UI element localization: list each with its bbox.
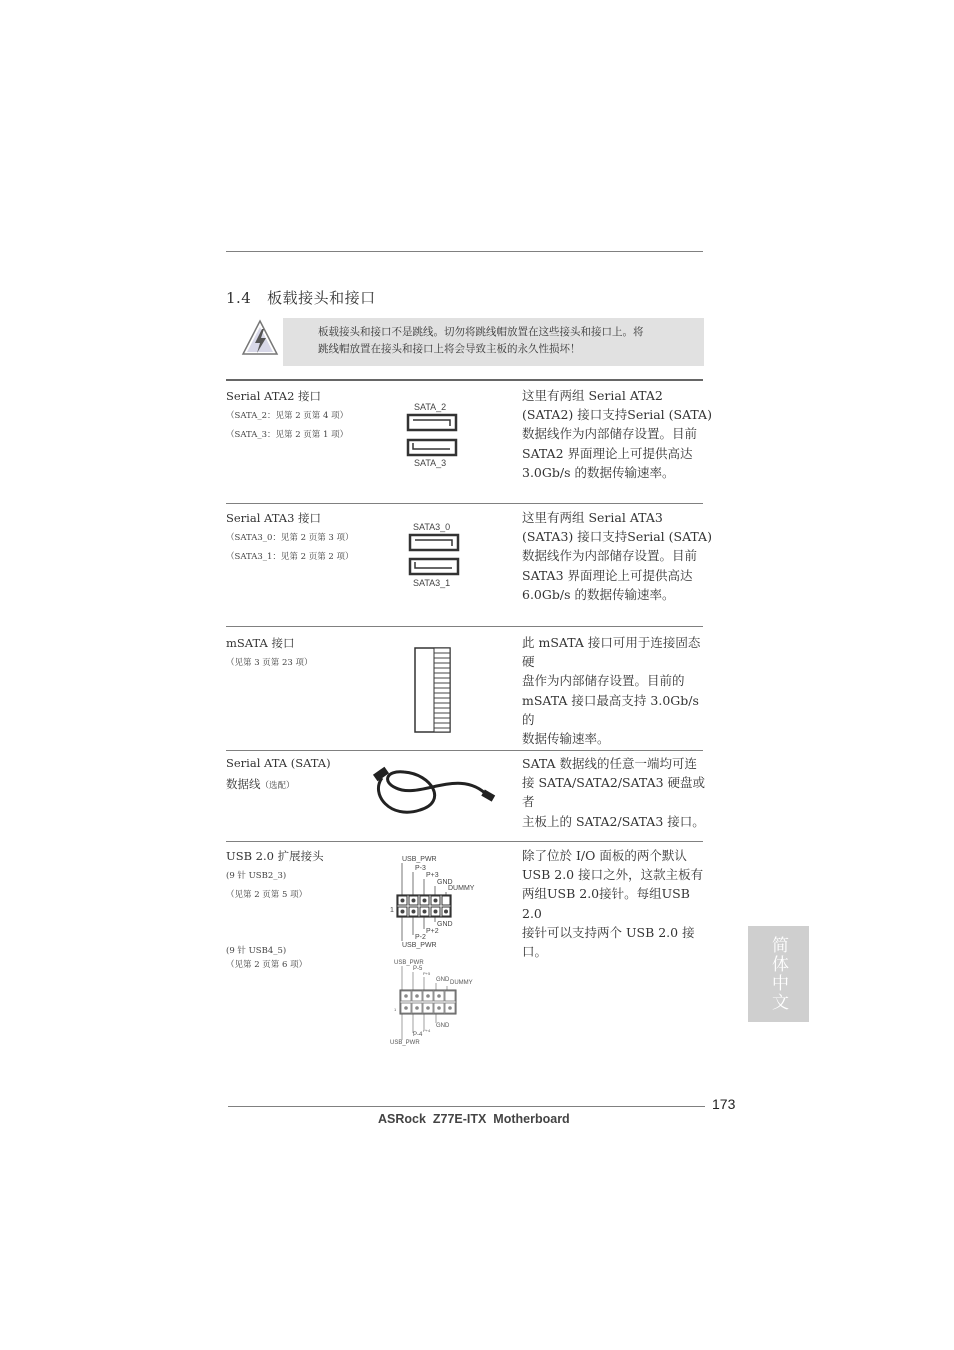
language-side-tab-label: 简体中文: [768, 936, 788, 1012]
sata3-1-port: [410, 559, 458, 574]
pin-label: DUMMY: [448, 885, 475, 892]
sata2-connector-diagram: [404, 398, 464, 470]
header-rule: [226, 379, 703, 381]
pin-label: P+4: [423, 1028, 431, 1033]
row-sata3-sub-1: （SATA3_0：见第 2 页第 3 项）: [226, 533, 354, 543]
desc-line: 主板上的 SATA2/SATA3 接口。: [522, 813, 705, 829]
row-divider: [226, 626, 703, 627]
desc-line: SATA3 界面理论上可提供高达: [522, 567, 693, 583]
desc-line: 这里有两组 Serial ATA3: [522, 510, 663, 525]
pin-label: USB_PWR: [402, 856, 437, 863]
warning-line-2: 跳线帽放置在接头和接口上将会导致主板的永久性损坏！: [318, 343, 581, 355]
pin-label: P-2: [415, 934, 426, 941]
desc-line: (SATA2) 接口支持Serial (SATA): [522, 407, 712, 423]
row-divider: [226, 750, 703, 751]
sata3-port-bottom: [408, 440, 456, 455]
warning-text: [318, 324, 698, 358]
pin-label: P+2: [426, 928, 439, 935]
page-number: 173: [712, 1096, 736, 1112]
row-sata2-label: Serial ATA2 接口: [226, 389, 322, 403]
footer-rule: [228, 1106, 705, 1107]
sata2-port-top: [408, 415, 456, 430]
desc-line: (SATA3) 接口支持Serial (SATA): [522, 529, 712, 545]
row-msata-label: mSATA 接口: [226, 636, 295, 650]
section-number: 1.4: [226, 289, 252, 307]
pin-label: USB_PWR: [390, 1040, 420, 1046]
desc-line: mSATA 接口最高支持 3.0Gb/s 的: [522, 692, 699, 727]
desc-line: SATA2 界面理论上可提供高达: [522, 445, 693, 461]
row-usb-description: [522, 846, 712, 961]
row-sata3-sub-2: （SATA3_1：见第 2 页第 2 项）: [226, 552, 354, 562]
desc-line: 接 SATA/SATA2/SATA3 硬盘或者: [522, 775, 706, 810]
sata2-label-top: SATA_2: [414, 402, 447, 412]
row-sata3-label: Serial ATA3 接口: [226, 511, 322, 525]
row-divider: [226, 841, 703, 842]
pin-label: USB_PWR: [394, 960, 424, 966]
row-usb-label: USB 2.0 扩展接头: [226, 849, 324, 863]
row-cable-label-2: [226, 776, 295, 792]
pin-label: P-5: [413, 966, 423, 972]
top-rule: [226, 251, 703, 252]
desc-line: 此 mSATA 接口可用于连接固态硬: [522, 635, 701, 670]
desc-line: 数据传输速率。: [522, 731, 610, 747]
pin-label: P-4: [413, 1032, 423, 1038]
pin-label: 1: [390, 907, 394, 914]
warning-line-1: 板载接头和接口不是跳线。切勿将跳线帽放置在这些接头和接口上。将: [318, 326, 644, 338]
desc-line: 除了位於 I/O 面板的两个默认: [522, 848, 687, 863]
row-usb-sub-1: (9 针 USB2_3): [226, 871, 287, 881]
pin-label: GND: [437, 921, 453, 928]
row-sata2-description: [522, 386, 712, 482]
pin-label: P+5: [423, 971, 431, 976]
row-sata3-description: [522, 508, 712, 604]
desc-line: 口。: [522, 944, 548, 960]
pin-label: GND: [437, 879, 453, 886]
desc-line: 这里有两组 Serial ATA2: [522, 388, 663, 403]
row-usb-sub-3: (9 针 USB4_5): [226, 946, 287, 956]
pin-label: DUMMY: [450, 980, 473, 986]
desc-line: 接针可以支持两个 USB 2.0 接: [522, 924, 695, 940]
row-divider: [226, 503, 703, 504]
section-title-text: 板载接头和接口: [267, 289, 376, 307]
sata3-0-port: [410, 535, 458, 550]
sata3-1-label: SATA3_1: [413, 578, 451, 588]
pin-label: GND: [436, 1023, 450, 1029]
desc-line: 数据线作为内部储存设置。目前: [522, 426, 698, 442]
desc-line: 6.0Gb/s 的数据传输速率。: [522, 586, 675, 602]
sata2-label-bottom: SATA_3: [414, 458, 447, 468]
sata-cable-illustration: [368, 758, 498, 818]
pin-label: P+3: [426, 872, 439, 879]
msata-connector-diagram: [412, 645, 454, 735]
cable-label-optional: （选配）: [260, 781, 295, 791]
row-cable-label: Serial ATA (SATA): [226, 756, 331, 770]
row-msata-sub: （见第 3 页第 23 项）: [226, 658, 313, 668]
desc-line: USB 2.0 接口之外，这款主板有: [522, 867, 704, 883]
pin-label: 1: [394, 1007, 397, 1012]
sata3-0-label: SATA3_0: [413, 522, 451, 532]
row-cable-description: [522, 754, 712, 831]
row-msata-description: [522, 633, 712, 748]
sata3-connector-diagram: [404, 518, 468, 590]
row-sata2-sub-2: （SATA_3：见第 2 页第 1 项）: [226, 430, 349, 440]
footer-title: ASRock Z77E-ITX Motherboard: [378, 1112, 570, 1126]
section-title: [226, 287, 376, 308]
pin-label: USB_PWR: [402, 942, 437, 949]
row-usb-sub-2: （见第 2 页第 5 项）: [226, 890, 308, 900]
desc-line: 数据线作为内部储存设置。目前: [522, 548, 698, 564]
cable-label-text: 数据线: [226, 777, 261, 791]
cable-wire: [378, 772, 488, 812]
desc-line: 3.0Gb/s 的数据传输速率。: [522, 464, 675, 480]
desc-line: 两组USB 2.0接针。每组USB 2.0: [522, 886, 690, 921]
row-sata2-sub-1: （SATA_2：见第 2 页第 4 项）: [226, 411, 349, 421]
usb-header-2-diagram: [388, 956, 488, 1048]
desc-line: 盘作为内部储存设置。目前的: [522, 673, 685, 689]
usb-header-1-diagram: [388, 851, 488, 951]
pin-label: P-3: [415, 865, 426, 872]
desc-line: SATA 数据线的任意一端均可连: [522, 756, 698, 771]
pin-label: GND: [436, 977, 450, 983]
warning-lightning-icon: [240, 318, 280, 358]
row-usb-sub-4: （见第 2 页第 6 项）: [226, 960, 308, 970]
